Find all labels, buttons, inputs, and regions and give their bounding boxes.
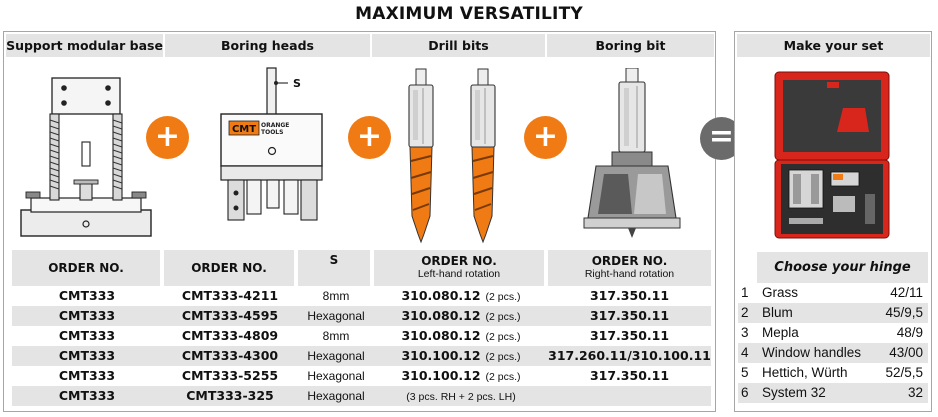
drill-order-cell bbox=[374, 346, 548, 366]
hinge-name: Window handles bbox=[762, 345, 862, 360]
s-value: Hexagonal bbox=[307, 349, 365, 363]
hinge-item bbox=[738, 343, 928, 363]
header-order-head bbox=[164, 250, 294, 286]
s-value: 8mm bbox=[322, 289, 350, 303]
header-label: ORDER NO. bbox=[191, 260, 267, 275]
base-order-no: CMT333 bbox=[58, 308, 116, 323]
drill-order-cell bbox=[374, 286, 548, 306]
drill-order-no: 310.080.12 bbox=[401, 328, 481, 343]
hinge-code: 43/00 bbox=[889, 345, 923, 360]
s-value: Hexagonal bbox=[307, 389, 365, 403]
hinge-name: Grass bbox=[762, 285, 799, 300]
boring-head-image bbox=[216, 66, 328, 226]
equals-icon: = bbox=[700, 117, 743, 160]
table-row bbox=[12, 346, 711, 366]
table-row bbox=[12, 366, 711, 386]
header-label: ORDER NO. bbox=[591, 254, 668, 268]
s-value: 8mm bbox=[322, 329, 350, 343]
s-marker-label: S bbox=[293, 77, 301, 90]
hinge-number: 5 bbox=[741, 365, 749, 380]
drill-qty: (2 pcs.) bbox=[485, 311, 521, 323]
caption-boring-bit: Boring bit bbox=[547, 34, 714, 57]
hinge-number: 2 bbox=[741, 305, 749, 320]
brand-line-orange: ORANGE bbox=[261, 122, 290, 129]
drill-order-cell bbox=[374, 306, 548, 326]
hinge-number: 1 bbox=[741, 285, 749, 300]
header-label: ORDER NO. bbox=[48, 260, 124, 275]
base-order-no: CMT333 bbox=[58, 348, 116, 363]
table-row bbox=[12, 286, 711, 306]
table-row bbox=[12, 386, 711, 406]
boring-bit-image bbox=[576, 68, 688, 240]
drill-bits-image bbox=[399, 66, 529, 246]
s-value: Hexagonal bbox=[307, 369, 365, 383]
boring-order-no bbox=[548, 386, 711, 406]
set-case-image bbox=[773, 70, 891, 242]
header-drill-order bbox=[374, 250, 544, 286]
set-panel bbox=[734, 31, 932, 412]
drill-qty: (2 pcs.) bbox=[485, 351, 521, 363]
drill-order-no: 310.080.12 bbox=[401, 308, 481, 323]
header-order-base bbox=[12, 250, 160, 286]
hinge-name: System 32 bbox=[762, 385, 826, 400]
boring-order-no: 317.350.11 bbox=[589, 328, 670, 343]
caption-drill-bits: Drill bits bbox=[372, 34, 545, 57]
plus-icon: + bbox=[146, 116, 189, 159]
base-order-no: CMT333 bbox=[58, 388, 116, 403]
drill-order-cell bbox=[374, 326, 548, 346]
hinge-name: Mepla bbox=[762, 325, 799, 340]
page-title: MAXIMUM VERSATILITY bbox=[355, 4, 583, 24]
base-order-no: CMT333 bbox=[58, 368, 116, 383]
hinge-title: Choose your hinge bbox=[757, 252, 928, 283]
table-row bbox=[12, 326, 711, 346]
hinge-code: 32 bbox=[907, 385, 923, 400]
drill-qty: (2 pcs.) bbox=[485, 291, 521, 303]
head-order-no: CMT333-5255 bbox=[181, 368, 279, 383]
header-label: S bbox=[329, 253, 339, 267]
boring-order-no: 317.350.11 bbox=[589, 368, 670, 383]
caption-make-your-set: Make your set bbox=[737, 34, 930, 57]
drill-order-no: 310.100.12 bbox=[401, 348, 481, 363]
hinge-code: 52/5,5 bbox=[885, 365, 923, 380]
drill-order-cell bbox=[374, 386, 548, 406]
drill-order-no: 310.100.12 bbox=[401, 368, 481, 383]
header-sublabel: Right-hand rotation bbox=[584, 268, 675, 280]
hinge-item bbox=[738, 303, 928, 323]
head-order-no: CMT333-4809 bbox=[181, 328, 279, 343]
support-base-image bbox=[16, 70, 156, 242]
boring-order-no: 317.350.11 bbox=[589, 308, 670, 323]
s-value: Hexagonal bbox=[307, 309, 365, 323]
hinge-number: 6 bbox=[741, 385, 749, 400]
hinge-item bbox=[738, 323, 928, 343]
hinge-number: 3 bbox=[741, 325, 749, 340]
base-order-no: CMT333 bbox=[58, 288, 116, 303]
plus-icon: + bbox=[348, 116, 391, 159]
hinge-item bbox=[738, 363, 928, 383]
drill-qty: (2 pcs.) bbox=[485, 371, 521, 383]
hinge-name: Hettich, Würth bbox=[762, 365, 848, 380]
head-order-no: CMT333-325 bbox=[186, 388, 274, 403]
plus-icon: + bbox=[524, 116, 567, 159]
hinge-code: 42/11 bbox=[890, 285, 923, 300]
table-row bbox=[12, 306, 711, 326]
hinge-number: 4 bbox=[741, 345, 749, 360]
drill-note: (3 pcs. RH + 2 pcs. LH) bbox=[406, 391, 516, 403]
hinge-item bbox=[738, 283, 928, 303]
cmt-logo: CMT bbox=[231, 124, 257, 135]
header-label: ORDER NO. bbox=[421, 254, 497, 268]
boring-order-no: 317.260.11/310.100.11 bbox=[548, 348, 711, 363]
drill-order-cell bbox=[374, 366, 548, 386]
hinge-code: 45/9,5 bbox=[885, 305, 923, 320]
product-panel bbox=[3, 31, 716, 412]
header-boring-order bbox=[548, 250, 711, 286]
caption-boring-heads: Boring heads bbox=[165, 34, 370, 57]
head-order-no: CMT333-4595 bbox=[181, 308, 279, 323]
head-order-no: CMT333-4300 bbox=[181, 348, 279, 363]
base-order-no: CMT333 bbox=[58, 328, 116, 343]
drill-qty: (2 pcs.) bbox=[485, 331, 521, 343]
boring-order-no: 317.350.11 bbox=[589, 288, 670, 303]
brand-line-tools: TOOLS bbox=[261, 129, 284, 136]
hinge-item bbox=[738, 383, 928, 403]
header-sublabel: Left-hand rotation bbox=[417, 268, 501, 280]
hinge-code: 48/9 bbox=[896, 325, 923, 340]
header-s bbox=[298, 250, 370, 286]
hinge-name: Blum bbox=[762, 305, 793, 320]
drill-order-no: 310.080.12 bbox=[401, 288, 481, 303]
caption-support-base: Support modular base bbox=[6, 34, 163, 57]
head-order-no: CMT333-4211 bbox=[181, 288, 279, 303]
